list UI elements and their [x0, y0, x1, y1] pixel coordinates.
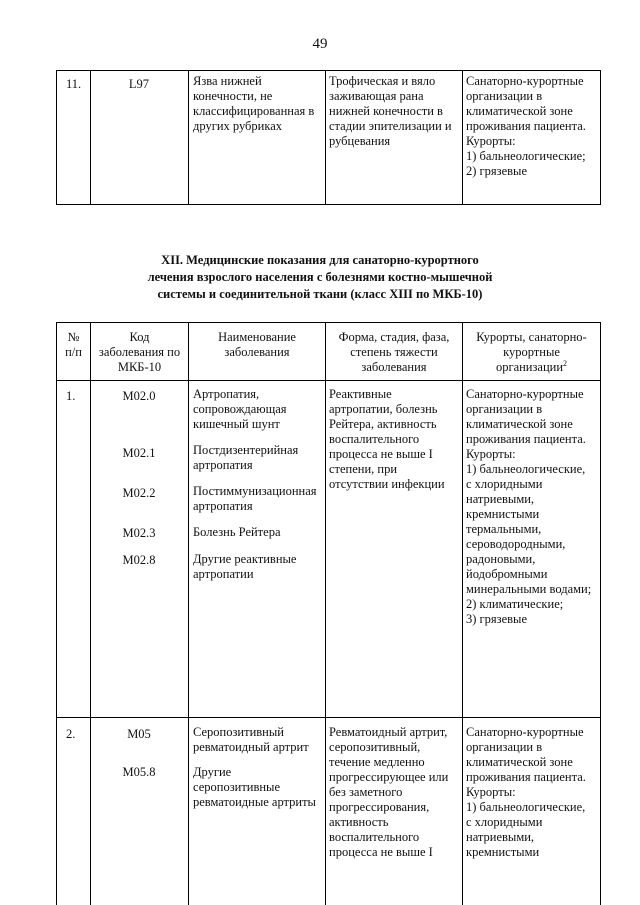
icd-code: M02.2: [122, 486, 156, 500]
main-table-col-line: [325, 322, 326, 905]
top-table-col-line: [56, 70, 57, 205]
icd-code: M05.8: [122, 765, 156, 779]
disease-form: Ревматоидный артрит, серопозитивный, течение медленно прогрессирующее или без заметного прогрессирования, активность воспалительного процесса не выше I: [329, 725, 449, 859]
header-name: Наименование заболевания: [218, 330, 296, 359]
disease-name: Другие реактивные артропатии: [193, 552, 297, 581]
top-table-col-line: [325, 70, 326, 205]
row-number: 1.: [66, 389, 76, 403]
disease-name: Болезнь Рейтера: [193, 525, 281, 539]
section-heading: XII. Медицинские показания для санаторно-курортного лечения взрослого населения с болезнями костно-мышечной системы и соединительной ткани (класс XIII по МКБ-10): [147, 253, 493, 301]
top-table-border-bottom: [56, 204, 601, 205]
icd-code: M02.8: [122, 553, 156, 567]
footnote-marker: 2: [563, 358, 568, 368]
icd-code: M05: [127, 727, 151, 741]
header-num: № п/п: [65, 330, 82, 359]
row-number: 11.: [66, 77, 82, 91]
disease-name: Постдизентерийная артропатия: [193, 443, 299, 472]
disease-name: Артропатия, сопровождающая кишечный шунт: [193, 387, 287, 431]
disease-form: Трофическая и вяло заживающая рана нижней конечности в стадии эпителизации и рубцевания: [329, 74, 452, 148]
icd-code: M02.3: [122, 526, 156, 540]
top-table-border-top: [56, 70, 601, 71]
disease-form: Реактивные артропатии, болезнь Рейтера, активность воспалительного процесса не выше I степени, при отсутствии инфекции: [329, 387, 445, 491]
main-table-col-line: [56, 322, 57, 905]
header-code: Код заболевания по МКБ-10: [98, 330, 181, 374]
main-table-col-line: [90, 322, 91, 905]
page-number: 49: [312, 36, 328, 52]
disease-name: Язва нижней конечности, не классифицированная в других рубриках: [193, 74, 315, 133]
main-table-row-divider: [56, 717, 601, 718]
resort-recommendations: Санаторно-курортные организации в климатической зоне проживания пациента. Курорты: 1) бальнеологические, с хлоридными натриевыми, кремнистыми: [466, 725, 586, 859]
icd-code: M02.0: [122, 389, 156, 403]
header-resorts: Курорты, санаторно- курортные организации$^2$: [476, 330, 587, 374]
main-table-col-line: [188, 322, 189, 905]
disease-name: Постиммунизационная артропатия: [193, 484, 317, 513]
icd-code: M02.1: [122, 446, 156, 460]
resort-recommendations: Санаторно-курортные организации в климатической зоне проживания пациента. Курорты: 1) бальнеологические; 2) грязевые: [466, 74, 586, 178]
top-table-col-line: [462, 70, 463, 205]
disease-name: Серопозитивный ревматоидный артрит: [193, 725, 309, 754]
main-table-col-line: [600, 322, 601, 905]
top-table-col-line: [188, 70, 189, 205]
header-form: Форма, стадия, фаза, степень тяжести заболевания: [338, 330, 450, 374]
icd-code: L97: [128, 77, 150, 91]
resort-recommendations: Санаторно-курортные организации в климатической зоне проживания пациента. Курорты: 1) бальнеологические, с хлоридными натриевыми, кремнистыми термальными, сероводородными, радоновыми, йодобромными минеральными водами; 2) климатические; 3) грязевые: [466, 387, 592, 626]
main-table-col-line: [462, 322, 463, 905]
row-number: 2.: [66, 727, 76, 741]
disease-name: Другие серопозитивные ревматоидные артриты: [193, 765, 316, 809]
main-table-header-divider: [56, 380, 601, 381]
top-table-col-line: [600, 70, 601, 205]
main-table-border-top: [56, 322, 601, 323]
